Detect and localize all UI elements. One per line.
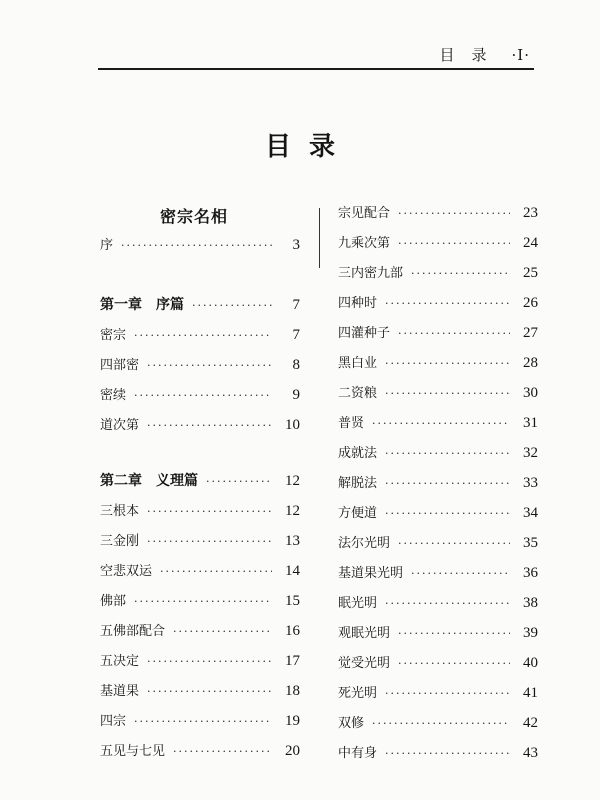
toc-entry-title: 道次第 <box>100 418 140 433</box>
dot-leader <box>385 507 510 520</box>
toc-entry-title: 密续 <box>100 388 127 403</box>
section-heading: 密宗名相 <box>160 207 229 226</box>
dot-leader <box>134 715 272 728</box>
header-rule <box>98 68 534 70</box>
dot-leader <box>147 685 272 698</box>
dot-leader <box>134 329 272 342</box>
toc-entry-title: 黑白业 <box>338 356 378 371</box>
toc-entry <box>338 622 538 642</box>
dot-leader <box>121 239 272 252</box>
toc-entry <box>100 620 300 640</box>
toc-page-number: 28 <box>523 355 538 371</box>
toc-page-number: 19 <box>285 713 300 729</box>
dot-leader <box>411 267 510 280</box>
dot-leader <box>192 299 272 312</box>
toc-entry-title: 三金刚 <box>100 534 140 549</box>
toc-entry <box>100 650 300 670</box>
toc-entry-title: 解脱法 <box>338 476 378 491</box>
dot-leader <box>147 505 272 518</box>
dot-leader <box>147 655 272 668</box>
toc-page-number: 9 <box>292 387 300 403</box>
toc-entry <box>100 324 300 344</box>
dot-leader <box>385 447 510 460</box>
toc-entry-title: 五决定 <box>100 654 140 669</box>
dot-leader <box>134 595 272 608</box>
toc-page-number: 32 <box>523 445 538 461</box>
toc-chapter-entry <box>100 294 300 314</box>
toc-entry <box>338 322 538 342</box>
toc-page-number: 43 <box>523 745 538 761</box>
toc-entry-title: 二资粮 <box>338 386 378 401</box>
dot-leader <box>398 327 510 340</box>
toc-entry-title: 第一章 序篇 <box>100 297 184 313</box>
toc-entry <box>338 442 538 462</box>
toc-entry-title: 基道果光明 <box>338 566 404 581</box>
toc-page-number: 40 <box>523 655 538 671</box>
toc-entry <box>100 530 300 550</box>
toc-page-number: 38 <box>523 595 538 611</box>
toc-entry <box>338 262 538 282</box>
dot-leader <box>385 477 510 490</box>
toc-page-number: 27 <box>523 325 538 341</box>
dot-leader <box>173 745 272 758</box>
toc-page-number: 35 <box>523 535 538 551</box>
page-title: 目录 <box>264 132 353 162</box>
dot-leader <box>206 475 272 488</box>
dot-leader <box>398 657 510 670</box>
toc-entry-title: 普贤 <box>338 416 365 431</box>
dot-leader <box>147 419 272 432</box>
toc-entry <box>338 202 538 222</box>
dot-leader <box>385 357 510 370</box>
toc-entry-title: 九乘次第 <box>338 236 391 251</box>
toc-page-number: 14 <box>285 563 300 579</box>
dot-leader <box>385 687 510 700</box>
toc-page-number: 39 <box>523 625 538 641</box>
toc-entry-title: 觉受光明 <box>338 656 391 671</box>
toc-page-number: 18 <box>285 683 300 699</box>
dot-leader <box>398 627 510 640</box>
toc-entry <box>338 232 538 252</box>
toc-page-number: 23 <box>523 205 538 221</box>
toc-page-number: 41 <box>523 685 538 701</box>
toc-page-number: 26 <box>523 295 538 311</box>
toc-entry-title: 双修 <box>338 716 365 731</box>
dot-leader <box>398 537 510 550</box>
toc-entry <box>100 590 300 610</box>
toc-entry <box>338 652 538 672</box>
toc-page-number: 34 <box>523 505 538 521</box>
toc-page-number: 17 <box>285 653 300 669</box>
toc-entry <box>100 710 300 730</box>
toc-entry <box>338 352 538 372</box>
toc-entry <box>100 680 300 700</box>
toc-entry-title: 法尔光明 <box>338 536 391 551</box>
toc-page-number: 8 <box>292 357 300 373</box>
column-divider <box>319 208 320 268</box>
toc-page-number: 7 <box>292 327 300 343</box>
toc-entry <box>100 414 300 434</box>
toc-entry <box>100 354 300 374</box>
dot-leader <box>134 389 272 402</box>
running-head-title: 目 录 <box>439 46 488 64</box>
dot-leader <box>372 717 510 730</box>
toc-entry-title: 序 <box>100 238 114 253</box>
toc-page-number: 36 <box>523 565 538 581</box>
toc-page-number: 12 <box>285 503 300 519</box>
toc-entry-title: 四种时 <box>338 296 378 311</box>
toc-entry-title: 眠光明 <box>338 596 378 611</box>
toc-page-number: 3 <box>292 237 300 253</box>
dot-leader <box>173 625 272 638</box>
toc-entry-title: 基道果 <box>100 684 140 699</box>
toc-entry-title: 五佛部配合 <box>100 624 166 639</box>
toc-page-number: 31 <box>523 415 538 431</box>
toc-entry-title: 观眠光明 <box>338 626 391 641</box>
dot-leader <box>385 387 510 400</box>
toc-entry <box>100 740 300 760</box>
toc-entry-title: 四部密 <box>100 358 140 373</box>
toc-entry <box>338 592 538 612</box>
toc-entry <box>338 562 538 582</box>
toc-page-number: 42 <box>523 715 538 731</box>
toc-chapter-entry <box>100 470 300 490</box>
running-head-page-number: ·I· <box>511 46 530 64</box>
dot-leader <box>385 747 510 760</box>
dot-leader <box>385 597 510 610</box>
toc-entry-title: 中有身 <box>338 746 378 761</box>
dot-leader <box>372 417 510 430</box>
toc-entry <box>338 382 538 402</box>
toc-entry-title: 方便道 <box>338 506 378 521</box>
toc-page-number: 10 <box>285 417 300 433</box>
toc-entry-title: 空悲双运 <box>100 564 153 579</box>
toc-entry-title: 成就法 <box>338 446 378 461</box>
running-head <box>440 44 530 65</box>
toc-page-number: 33 <box>523 475 538 491</box>
toc-entry-title: 四灌种子 <box>338 326 391 341</box>
toc-entry-title: 宗见配合 <box>338 206 391 221</box>
toc-entry <box>100 384 300 404</box>
toc-entry-title: 四宗 <box>100 714 127 729</box>
toc-entry-title: 死光明 <box>338 686 378 701</box>
toc-page-number: 15 <box>285 593 300 609</box>
toc-entry <box>338 502 538 522</box>
toc-entry-title: 三根本 <box>100 504 140 519</box>
toc-page-number: 16 <box>285 623 300 639</box>
toc-page-number: 24 <box>523 235 538 251</box>
toc-entry <box>338 742 538 762</box>
dot-leader <box>147 359 272 372</box>
toc-page-number: 25 <box>523 265 538 281</box>
toc-page-number: 12 <box>285 473 300 489</box>
toc-entry <box>338 682 538 702</box>
toc-entry-title: 密宗 <box>100 328 127 343</box>
toc-entry <box>100 500 300 520</box>
toc-page-number: 20 <box>285 743 300 759</box>
dot-leader <box>398 207 510 220</box>
toc-entry <box>338 472 538 492</box>
toc-entry-title: 佛部 <box>100 594 127 609</box>
toc-entry-title: 五见与七见 <box>100 744 166 759</box>
toc-page-number: 13 <box>285 533 300 549</box>
toc-entry <box>100 234 300 254</box>
toc-entry <box>338 412 538 432</box>
toc-entry <box>338 292 538 312</box>
dot-leader <box>160 565 272 578</box>
toc-entry <box>338 532 538 552</box>
dot-leader <box>411 567 510 580</box>
toc-entry <box>100 560 300 580</box>
toc-page-number: 30 <box>523 385 538 401</box>
toc-entry-title: 第二章 义理篇 <box>100 473 198 489</box>
toc-entry-title: 三内密九部 <box>338 266 404 281</box>
dot-leader <box>385 297 510 310</box>
dot-leader <box>398 237 510 250</box>
dot-leader <box>147 535 272 548</box>
toc-page-number: 7 <box>292 297 300 313</box>
toc-entry <box>338 712 538 732</box>
